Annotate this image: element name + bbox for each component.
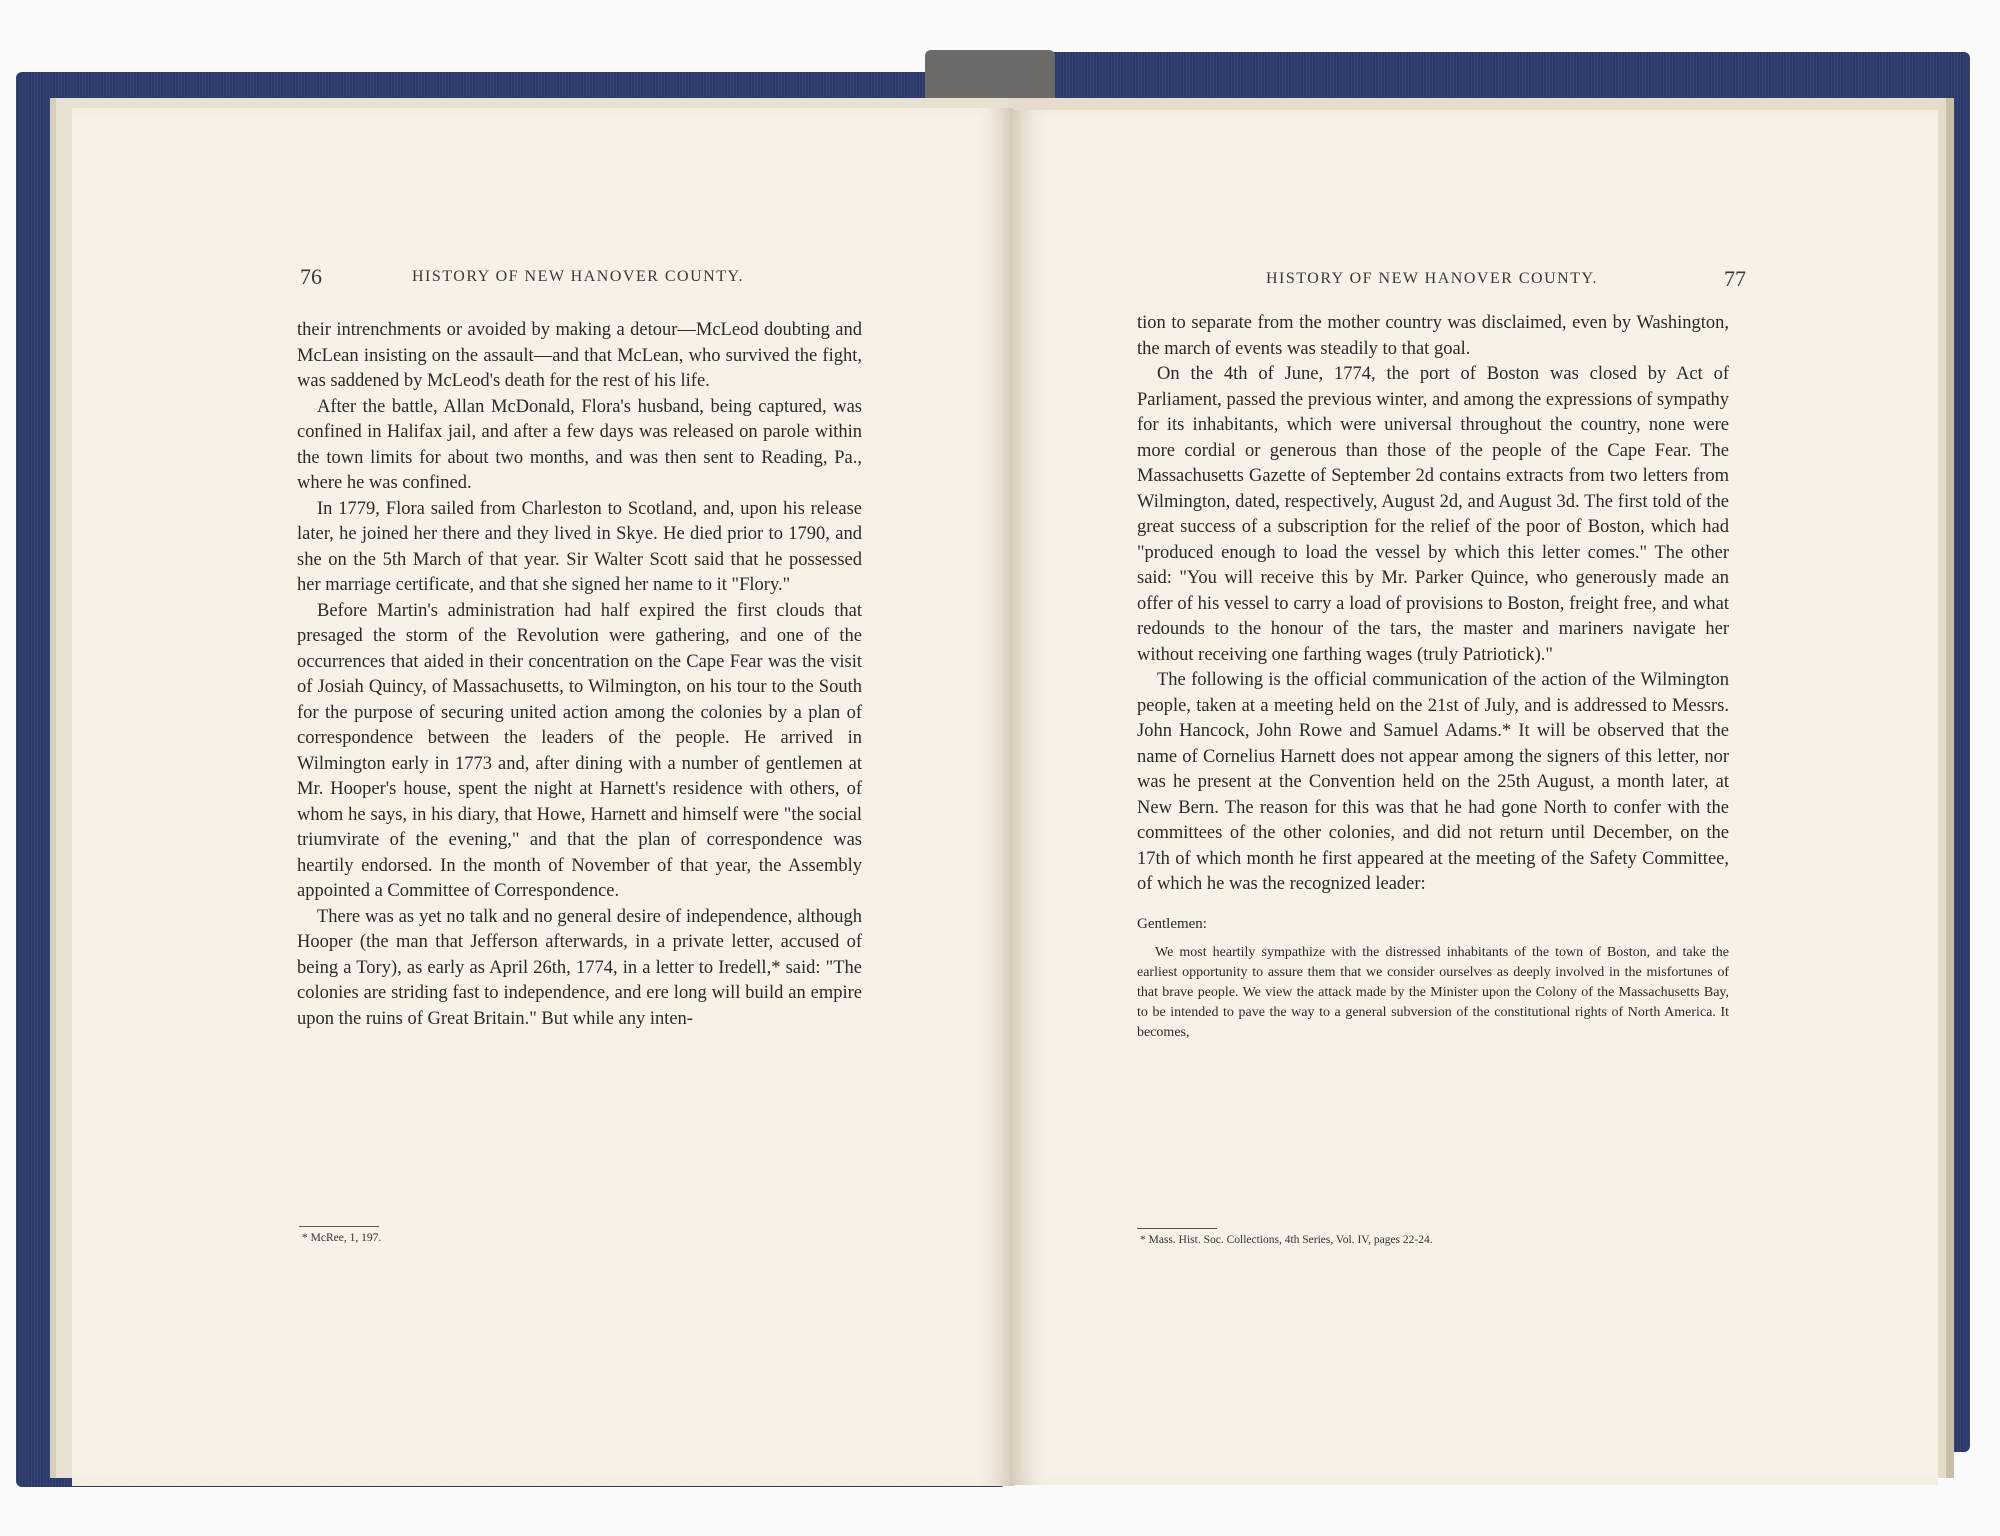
paragraph: The following is the official communication of the action of the Wilmington people, taken at a meeting held on the 21st of July, and is addressed to Messrs. John Hancock, John Rowe and Samuel Adams.* It will be observed that the name of Cornelius Harnett does not appear among the signers of this letter, nor was he present at the Convention held on the 25th August, a month later, at New Bern. The reason for this was that he had gone North to confer with the committees of the other colonies, and did not return until December, on the 17th of which month he first appeared at the meeting of the Safety Committee, of which he was the recognized leader: (1137, 670, 1729, 894)
paragraph: In 1779, Flora sailed from Charleston to Scotland, and, upon his release later, he joined her there and they lived in Skye. He died prior to 1790, and she on the 5th March of that year. Sir Walter Scott said that he possessed her marriage certificate, and that she signed her name to it "Flory." (297, 498, 862, 595)
paragraph: tion to separate from the mother country was disclaimed, even by Washington, the march of events was steadily to that goal. (1137, 313, 1729, 359)
left-page (72, 108, 1014, 1486)
right-page-body (1137, 311, 1729, 1043)
paragraph: There was as yet no talk and no general desire of independence, although Hooper (the man that Jefferson afterwards, in a private letter, accused of being a Tory), as early as April 26th, 1774, in a letter to Iredell,* said: "The colonies are striding fast to independence, and ere long will build an empire upon the ruins of Great Britain." But while any inten- (297, 906, 862, 1029)
letter-quote: We most heartily sympathize with the distressed inhabitants of the town of Boston, and take the earliest opportunity to assure them that we consider ourselves as deeply involved in the misfortunes of that brave people. We view the attack made by the Minister upon the Colony of the Massachusetts Bay, to be intended to pave the way to a general subversion of the constitutional rights of North America. It becomes, (1137, 945, 1729, 1040)
right-page (1010, 110, 1938, 1485)
left-running-head (300, 264, 860, 292)
right-page-number: 77 (1724, 266, 1746, 291)
left-footnote: * McRee, 1, 197. (302, 1232, 382, 1244)
left-page-number: 76 (300, 264, 322, 289)
left-running-title: HISTORY OF NEW HANOVER COUNTY. (412, 268, 744, 285)
footnote-rule (299, 1226, 379, 1227)
left-page-body (297, 318, 862, 1032)
letter-salutation: Gentlemen: (1137, 915, 1207, 932)
right-running-title: HISTORY OF NEW HANOVER COUNTY. (1266, 270, 1598, 287)
footnote-rule (1137, 1228, 1217, 1229)
right-footnote: * Mass. Hist. Soc. Collections, 4th Series, Vol. IV, pages 22-24. (1140, 1234, 1433, 1246)
paragraph: After the battle, Allan McDonald, Flora's husband, being captured, was confined in Halifax jail, and after a few days was released on parole within the town limits for about two months, and was then sent to Reading, Pa., where he was confined. (297, 396, 862, 493)
paragraph: On the 4th of June, 1774, the port of Boston was closed by Act of Parliament, passed the previous winter, and among the expressions of sympathy for its inhabitants, which were universal throughout the country, none were more cordial or generous than those of the people of the Cape Fear. The Massachusetts Gazette of September 2d contains extracts from two letters from Wilmington, dated, respectively, August 2d, and August 3d. The first told of the great success of a subscription for the relief of the poor of Boston, which had "produced enough to load the vessel by which this letter comes." The other said: "You will receive this by Mr. Parker Quince, who generously made an offer of his vessel to carry a load of provisions to Boston, freight free, and what redounds to the honour of the tars, the master and mariners navigate her without receiving one farthing wages (truly Patriotick)." (1137, 364, 1729, 665)
paragraph: Before Martin's administration had half expired the first clouds that presaged the storm of the Revolution were gathering, and one of the occurrences that aided in their concentration on the Cape Fear was the visit of Josiah Quincy, of Massachusetts, to Wilmington, on his tour to the South for the purpose of securing united action among the colonies by a plan of correspondence between the leaders of the people. He arrived in Wilmington early in 1773 and, after dining with a number of gentlemen at Mr. Hooper's house, spent the night at Harnett's residence with others, of whom he says, in his diary, that Howe, Harnett and himself were "the social triumvirate of the evening," and that the plan of correspondence was heartily endorsed. In the month of November of that year, the Assembly appointed a Committee of Correspondence. (297, 600, 862, 901)
right-running-head (1266, 266, 1746, 294)
paragraph: their intrenchments or avoided by making a detour—McLeod doubting and McLean insisting on the assault—and that McLean, who survived the fight, was saddened by McLeod's death for the rest of his life. (297, 320, 862, 391)
